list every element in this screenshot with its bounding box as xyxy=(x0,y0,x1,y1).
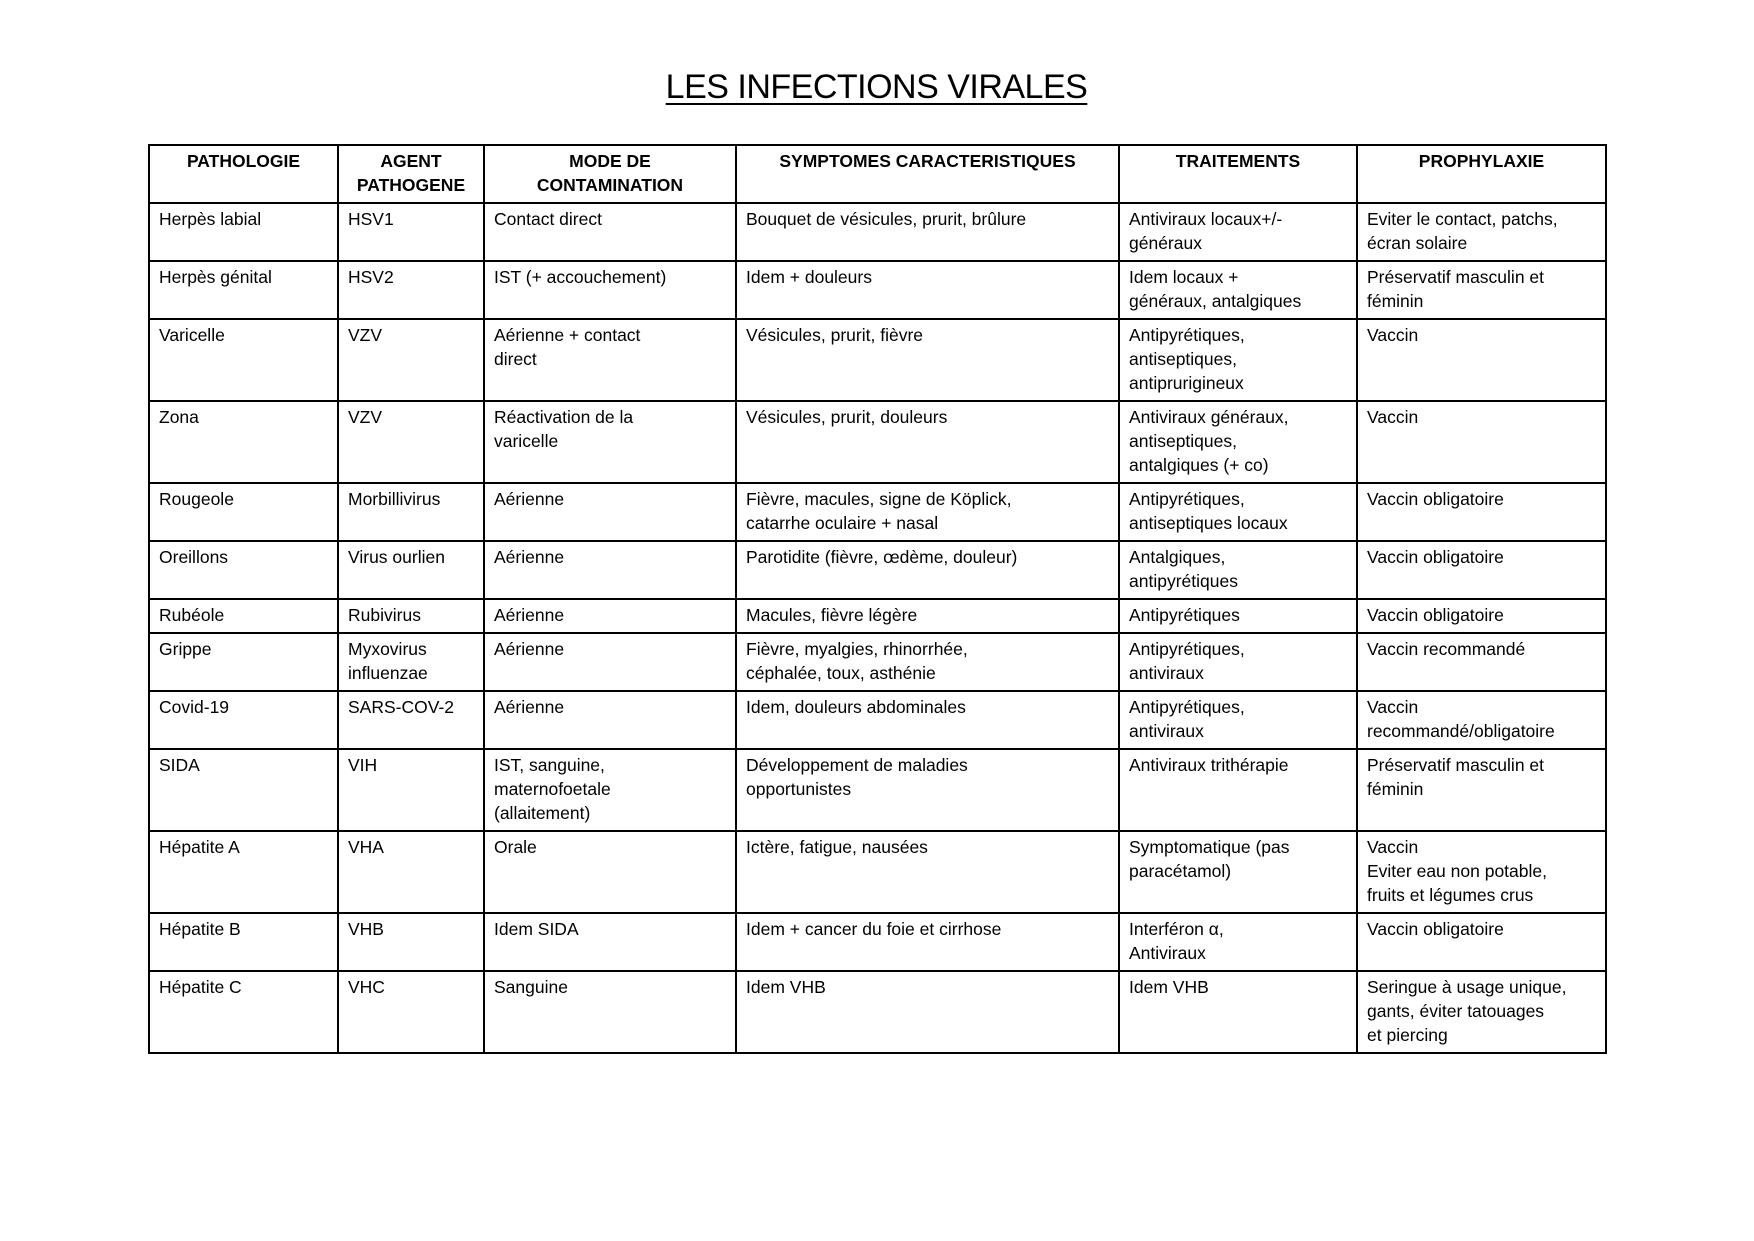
table-cell: Fièvre, myalgies, rhinorrhée, céphalée, toux, asthénie xyxy=(736,633,1119,691)
table-cell: Parotidite (fièvre, œdème, douleur) xyxy=(736,541,1119,599)
table-cell: Vaccin obligatoire xyxy=(1357,483,1606,541)
table-cell: Contact direct xyxy=(484,203,736,261)
table-cell: Idem, douleurs abdominales xyxy=(736,691,1119,749)
table-cell: VZV xyxy=(338,401,484,483)
table-cell: VHC xyxy=(338,971,484,1053)
table-cell: Myxovirus influenzae xyxy=(338,633,484,691)
table-row-oreillons xyxy=(149,541,1606,599)
column-header-agent-pathogene: AGENT PATHOGENE xyxy=(338,145,484,203)
table-cell: Vaccin obligatoire xyxy=(1357,599,1606,633)
table-row-hepatite-b xyxy=(149,913,1606,971)
table-cell: Préservatif masculin et féminin xyxy=(1357,261,1606,319)
table-cell: HSV1 xyxy=(338,203,484,261)
table-cell: Antipyrétiques, antiseptiques, antiprurigineux xyxy=(1119,319,1357,401)
table-cell: VHB xyxy=(338,913,484,971)
table-row-rubeole xyxy=(149,599,1606,633)
table-cell: Oreillons xyxy=(149,541,338,599)
table-cell: IST, sanguine, maternofoetale (allaitement) xyxy=(484,749,736,831)
table-cell: Aérienne + contact direct xyxy=(484,319,736,401)
table-cell: VIH xyxy=(338,749,484,831)
table-cell: Antipyrétiques xyxy=(1119,599,1357,633)
table-cell: Développement de maladies opportunistes xyxy=(736,749,1119,831)
table-cell: Vaccin xyxy=(1357,319,1606,401)
table-cell: Antiviraux locaux+/- généraux xyxy=(1119,203,1357,261)
table-row-herpes-labial xyxy=(149,203,1606,261)
table-cell: HSV2 xyxy=(338,261,484,319)
table-cell: Rubéole xyxy=(149,599,338,633)
table-cell: Sanguine xyxy=(484,971,736,1053)
table-cell: SIDA xyxy=(149,749,338,831)
table-cell: Fièvre, macules, signe de Köplick, catarrhe oculaire + nasal xyxy=(736,483,1119,541)
table-cell: Grippe xyxy=(149,633,338,691)
table-cell: Idem + douleurs xyxy=(736,261,1119,319)
column-header-symptomes-caracteristiques: SYMPTOMES CARACTERISTIQUES xyxy=(736,145,1119,203)
column-header-prophylaxie: PROPHYLAXIE xyxy=(1357,145,1606,203)
table-cell: Idem locaux + généraux, antalgiques xyxy=(1119,261,1357,319)
table-cell: Macules, fièvre légère xyxy=(736,599,1119,633)
table-row-rougeole xyxy=(149,483,1606,541)
table-cell: Réactivation de la varicelle xyxy=(484,401,736,483)
table-cell: Aérienne xyxy=(484,541,736,599)
document-content xyxy=(148,0,1605,1054)
table-cell: Hépatite C xyxy=(149,971,338,1053)
table-cell: Antiviraux trithérapie xyxy=(1119,749,1357,831)
table-cell: Antipyrétiques, antiviraux xyxy=(1119,691,1357,749)
infections-table xyxy=(148,144,1607,1054)
table-cell: Hépatite A xyxy=(149,831,338,913)
table-cell: Antalgiques, antipyrétiques xyxy=(1119,541,1357,599)
table-cell: SARS-COV-2 xyxy=(338,691,484,749)
table-cell: Antiviraux généraux, antiseptiques, antalgiques (+ co) xyxy=(1119,401,1357,483)
table-cell: Herpès génital xyxy=(149,261,338,319)
table-cell: Virus ourlien xyxy=(338,541,484,599)
table-cell: Aérienne xyxy=(484,483,736,541)
table-cell: Idem VHB xyxy=(736,971,1119,1053)
table-cell: Vaccin recommandé/obligatoire xyxy=(1357,691,1606,749)
table-cell: Antipyrétiques, antiviraux xyxy=(1119,633,1357,691)
table-cell: Vésicules, prurit, fièvre xyxy=(736,319,1119,401)
table-row-zona xyxy=(149,401,1606,483)
table-row-sida xyxy=(149,749,1606,831)
table-cell: Idem SIDA xyxy=(484,913,736,971)
table-cell: Interféron α, Antiviraux xyxy=(1119,913,1357,971)
table-cell: Herpès labial xyxy=(149,203,338,261)
table-cell: Rubivirus xyxy=(338,599,484,633)
table-row-varicelle xyxy=(149,319,1606,401)
table-cell: VHA xyxy=(338,831,484,913)
table-cell: Morbillivirus xyxy=(338,483,484,541)
table-cell: Orale xyxy=(484,831,736,913)
table-cell: Rougeole xyxy=(149,483,338,541)
table-cell: IST (+ accouchement) xyxy=(484,261,736,319)
table-cell: Vaccin Eviter eau non potable, fruits et légumes crus xyxy=(1357,831,1606,913)
header-row xyxy=(149,145,1606,203)
table-cell: Hépatite B xyxy=(149,913,338,971)
table-cell: Bouquet de vésicules, prurit, brûlure xyxy=(736,203,1119,261)
table-row-hepatite-a xyxy=(149,831,1606,913)
document-title: LES INFECTIONS VIRALES xyxy=(665,68,1088,106)
table-cell: Vésicules, prurit, douleurs xyxy=(736,401,1119,483)
table-cell: Antipyrétiques, antiseptiques locaux xyxy=(1119,483,1357,541)
table-cell: Vaccin xyxy=(1357,401,1606,483)
table-cell: Varicelle xyxy=(149,319,338,401)
table-cell: Vaccin obligatoire xyxy=(1357,541,1606,599)
table-cell: Aérienne xyxy=(484,691,736,749)
table-cell: Zona xyxy=(149,401,338,483)
table-cell: VZV xyxy=(338,319,484,401)
column-header-pathologie: PATHOLOGIE xyxy=(149,145,338,203)
column-header-mode-de-contamination: MODE DE CONTAMINATION xyxy=(484,145,736,203)
table-cell: Aérienne xyxy=(484,599,736,633)
table-cell: Eviter le contact, patchs, écran solaire xyxy=(1357,203,1606,261)
table-row-covid-19 xyxy=(149,691,1606,749)
table-cell: Symptomatique (pas paracétamol) xyxy=(1119,831,1357,913)
table-row-herpes-genital xyxy=(149,261,1606,319)
table-cell: Aérienne xyxy=(484,633,736,691)
table-cell: Vaccin obligatoire xyxy=(1357,913,1606,971)
table-cell: Seringue à usage unique, gants, éviter tatouages et piercing xyxy=(1357,971,1606,1053)
table-cell: Idem VHB xyxy=(1119,971,1357,1053)
table-cell: Préservatif masculin et féminin xyxy=(1357,749,1606,831)
table-cell: Covid-19 xyxy=(149,691,338,749)
table-row-grippe xyxy=(149,633,1606,691)
table-row-hepatite-c xyxy=(149,971,1606,1053)
column-header-traitements: TRAITEMENTS xyxy=(1119,145,1357,203)
table-cell: Idem + cancer du foie et cirrhose xyxy=(736,913,1119,971)
table-cell: Ictère, fatigue, nausées xyxy=(736,831,1119,913)
table-cell: Vaccin recommandé xyxy=(1357,633,1606,691)
